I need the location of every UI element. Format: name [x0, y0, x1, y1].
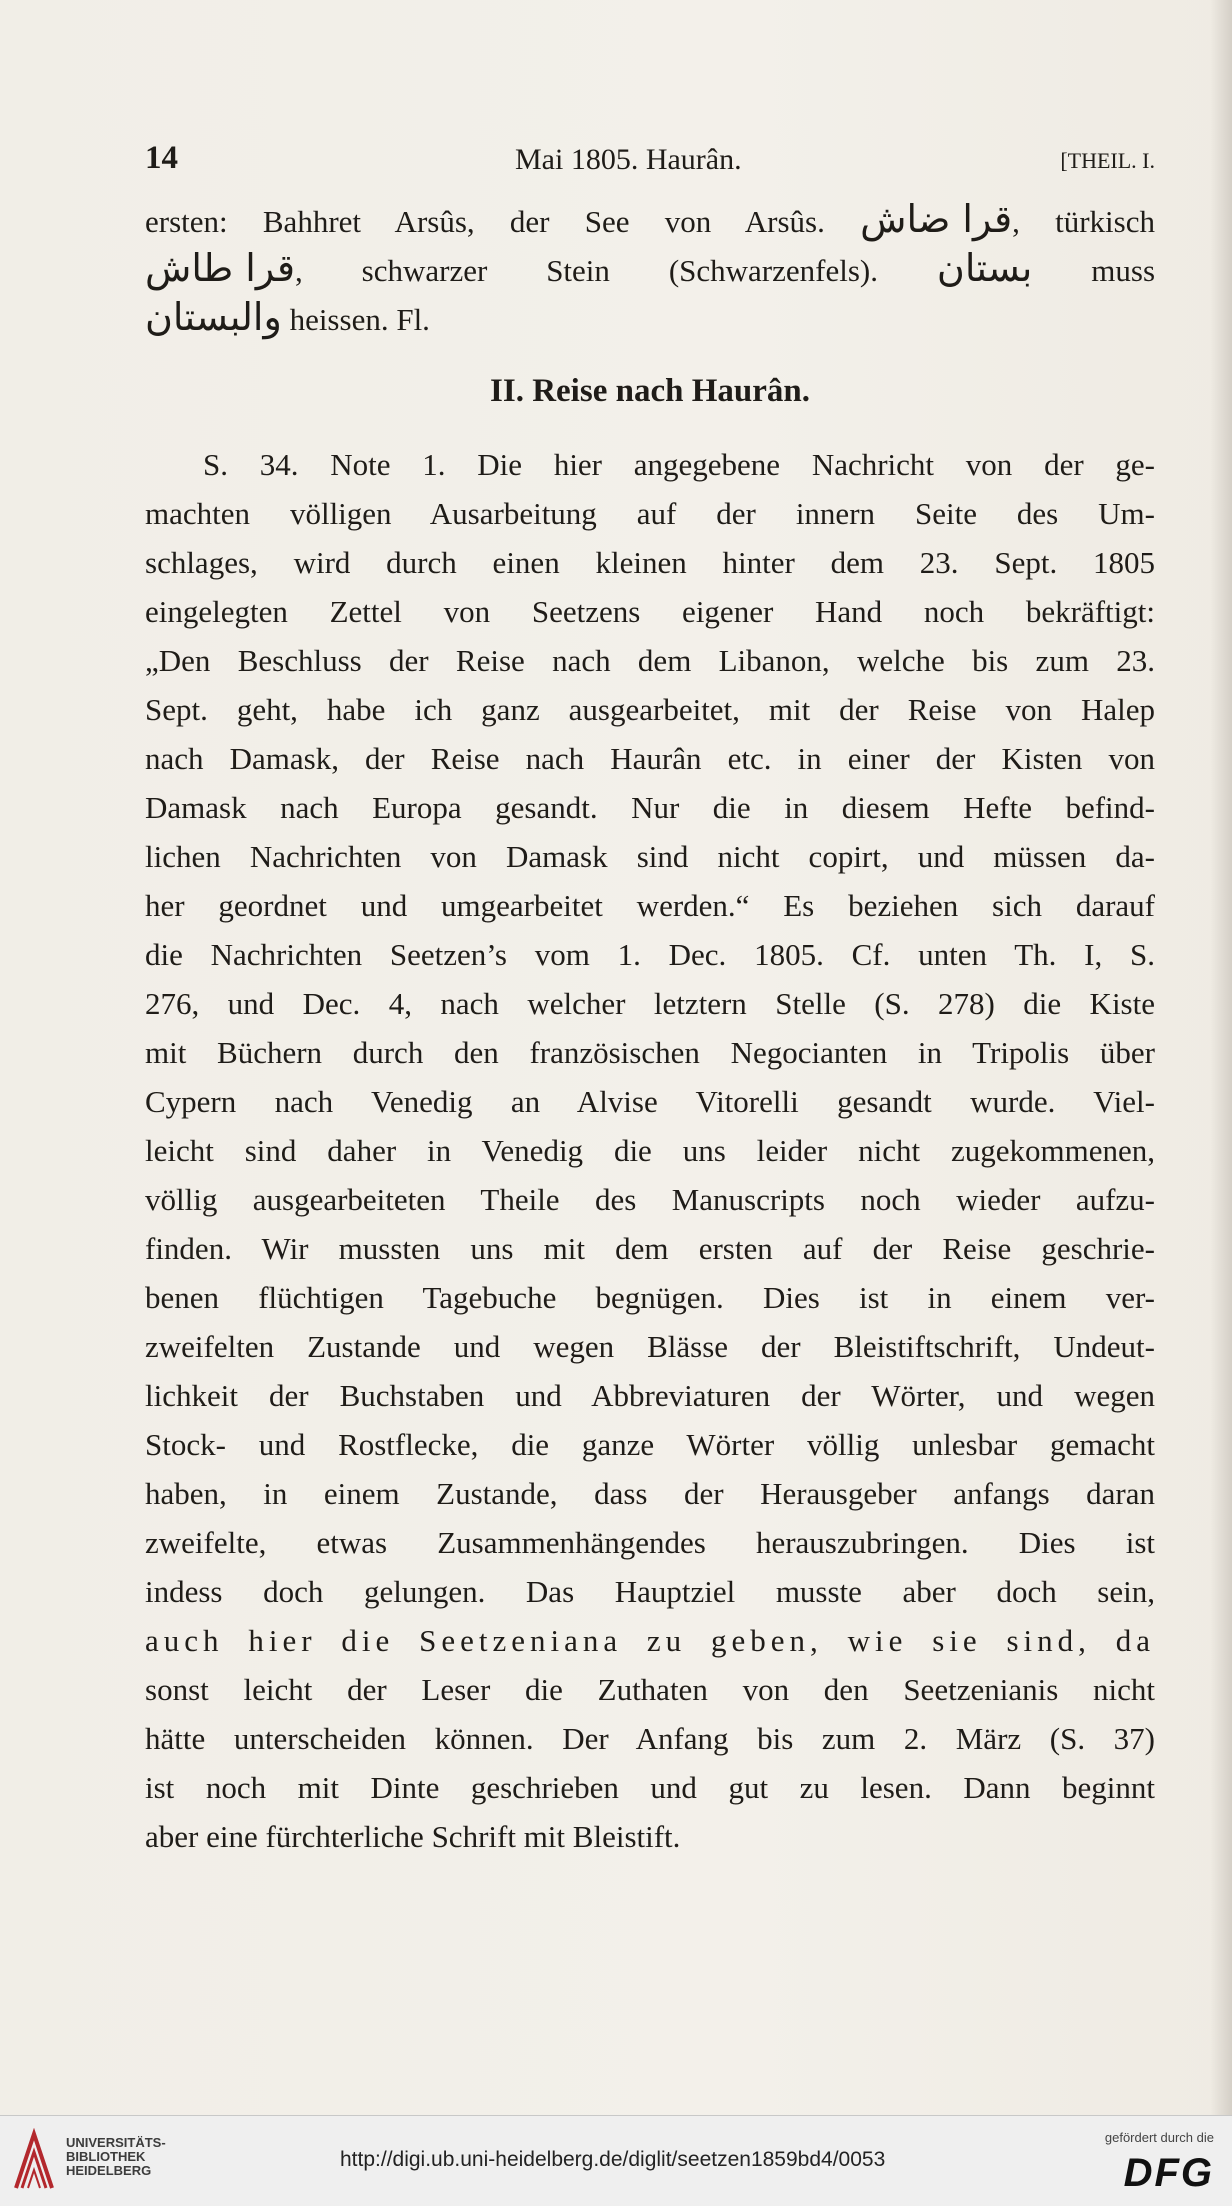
- footnote-line-1: [145, 195, 1155, 244]
- body-line: Cypern nach Venedig an Alvise Vitorelli gesandt wurde. Viel-: [145, 1084, 1155, 1119]
- page-text: [145, 195, 1155, 1861]
- footnote-line-3: [145, 293, 1155, 342]
- footnote-text: heissen. Fl.: [289, 302, 430, 337]
- arabic-term: قرا طاش: [145, 246, 295, 290]
- body-line: ist noch mit Dinte geschrieben und gut zu lesen. Dann beginnt: [145, 1770, 1155, 1805]
- footnote-text: ersten: Bahhret Arsûs, der See von Arsûs.: [145, 204, 825, 239]
- body-line: 276, und Dec. 4, nach welcher letztern Stelle (S. 278) die Kiste: [145, 986, 1155, 1021]
- body-line: her geordnet und umgearbeitet werden.“ Es beziehen sich darauf: [145, 888, 1155, 923]
- section-heading: II. Reise nach Haurân.: [490, 373, 810, 409]
- running-title: Mai 1805. Haurân.: [515, 143, 742, 176]
- footnote-text: muss: [1091, 253, 1155, 288]
- arabic-term: والبستان: [145, 295, 282, 339]
- body-line: nach Damask, der Reise nach Haurân etc. in einer der Kisten von: [145, 741, 1155, 776]
- body-line: „Den Beschluss der Reise nach dem Libanon, welche bis zum 23.: [145, 643, 1155, 678]
- body-line: schlages, wird durch einen kleinen hinter dem 23. Sept. 1805: [145, 545, 1155, 580]
- library-name-line: UNIVERSITÄTS-: [66, 2135, 166, 2150]
- viewer-footer: [0, 2115, 1232, 2206]
- body-line-spaced: auch hier die Seetzeniana zu geben, wie sie sind, da: [145, 1623, 1155, 1658]
- dfg-logo-icon: DFG: [1123, 2151, 1214, 2195]
- body-line: Sept. geht, habe ich ganz ausgearbeitet, mit der Reise von Halep: [145, 692, 1155, 727]
- body-line: mit Büchern durch den französischen Negocianten in Tripolis über: [145, 1035, 1155, 1070]
- body-line: haben, in einem Zustande, dass der Herausgeber anfangs daran: [145, 1476, 1155, 1511]
- permalink-url[interactable]: http://digi.ub.uni-heidelberg.de/diglit/seetzen1859bd4/0053: [340, 2148, 886, 2171]
- body-line: lichen Nachrichten von Damask sind nicht copirt, und müssen da-: [145, 839, 1155, 874]
- footnote-text: , schwarzer Stein (Schwarzenfels).: [294, 253, 878, 288]
- library-name-line: BIBLIOTHEK: [66, 2149, 146, 2164]
- body-line: zweifelten Zustande und wegen Blässe der Bleistiftschrift, Undeut-: [145, 1329, 1155, 1364]
- body-line: hätte unterscheiden können. Der Anfang bis zum 2. März (S. 37): [145, 1721, 1155, 1756]
- body-line: indess doch gelungen. Das Hauptziel musste aber doch sein,: [145, 1574, 1155, 1609]
- arabic-term: بستان: [936, 246, 1033, 290]
- part-label: [THEIL. I.: [1060, 148, 1155, 173]
- body-line: machten völligen Ausarbeitung auf der innern Seite des Um-: [145, 496, 1155, 531]
- body-line: leicht sind daher in Venedig die uns leider nicht zugekommenen,: [145, 1133, 1155, 1168]
- running-head: [145, 140, 1155, 188]
- library-name: [66, 2136, 226, 2178]
- body-line-last: aber eine fürchterliche Schrift mit Bleistift.: [145, 1819, 681, 1854]
- body-line: benen flüchtigen Tagebuche begnügen. Dies ist in einem ver-: [145, 1280, 1155, 1315]
- page-number: 14: [145, 140, 178, 176]
- body-line: Stock- und Rostflecke, die ganze Wörter völlig unlesbar gemacht: [145, 1427, 1155, 1462]
- body-line: sonst leicht der Leser die Zuthaten von den Seetzenianis nicht: [145, 1672, 1155, 1707]
- body-line: die Nachrichten Seetzen’s vom 1. Dec. 1805. Cf. unten Th. I, S.: [145, 937, 1155, 972]
- library-name-line: HEIDELBERG: [66, 2163, 152, 2178]
- body-line: lichkeit der Buchstaben und Abbreviaturen der Wörter, und wegen: [145, 1378, 1155, 1413]
- body-line: Damask nach Europa gesandt. Nur die in diesem Hefte befind-: [145, 790, 1155, 825]
- body-line: S. 34. Note 1. Die hier angegebene Nachricht von der ge-: [203, 447, 1155, 482]
- body-line: finden. Wir mussten uns mit dem ersten auf der Reise geschrie-: [145, 1231, 1155, 1266]
- footnote-text: , türkisch: [1012, 204, 1155, 239]
- body-line: zweifelte, etwas Zusammenhängendes herauszubringen. Dies ist: [145, 1525, 1155, 1560]
- sponsor-note: gefördert durch die: [1104, 2130, 1214, 2145]
- body-line: eingelegten Zettel von Seetzens eigener Hand noch bekräftigt:: [145, 594, 1155, 629]
- arabic-term: قرا ضاش: [860, 197, 1013, 241]
- sponsor: [1064, 2130, 1214, 2196]
- university-library-logo-icon: [12, 2128, 56, 2194]
- footnote-line-2: [145, 244, 1155, 293]
- body-line: völlig ausgearbeiteten Theile des Manuscripts noch wieder aufzu-: [145, 1182, 1155, 1217]
